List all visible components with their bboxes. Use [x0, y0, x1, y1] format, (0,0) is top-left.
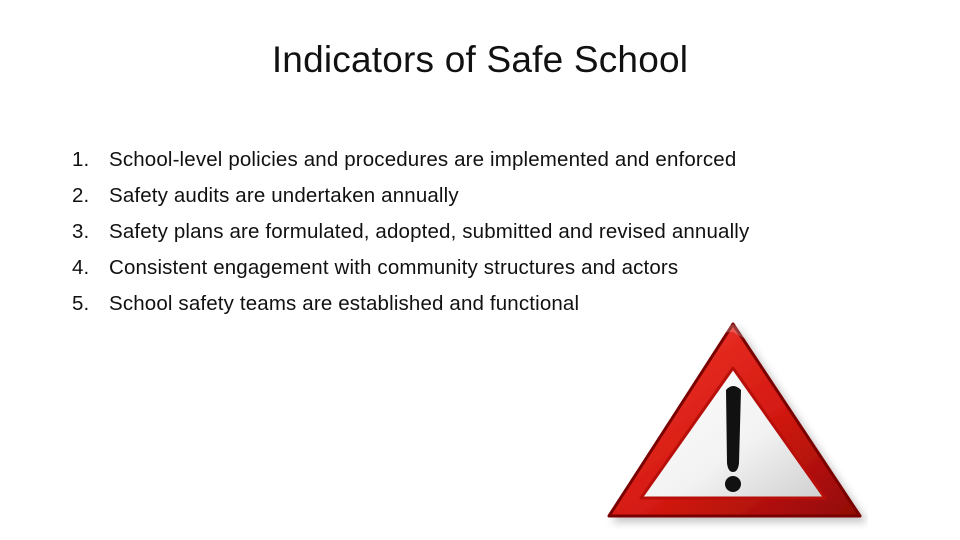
- list-item: [72, 142, 749, 178]
- list-item-number: 1.: [72, 148, 90, 171]
- list-item-text: School safety teams are established and functional: [109, 292, 580, 315]
- list-item: [72, 286, 749, 322]
- list-item-text: Safety plans are formulated, adopted, submitted and revised annually: [109, 220, 750, 243]
- list-item-text: School-level policies and procedures are implemented and enforced: [109, 148, 737, 171]
- slide-title: Indicators of Safe School: [271, 39, 689, 80]
- list-item-text: Consistent engagement with community structures and actors: [109, 256, 679, 279]
- list-item: [72, 250, 749, 286]
- list-item-number: 5.: [72, 292, 90, 315]
- safe-school-indicators-list: [72, 142, 749, 322]
- list-item: [72, 214, 749, 250]
- list-item-number: 3.: [72, 220, 90, 243]
- list-item-number: 2.: [72, 184, 90, 207]
- list-item-number: 4.: [72, 256, 90, 279]
- warning-triangle-icon: [594, 318, 868, 530]
- list-item: [72, 178, 749, 214]
- list-item-text: Safety audits are undertaken annually: [109, 184, 459, 207]
